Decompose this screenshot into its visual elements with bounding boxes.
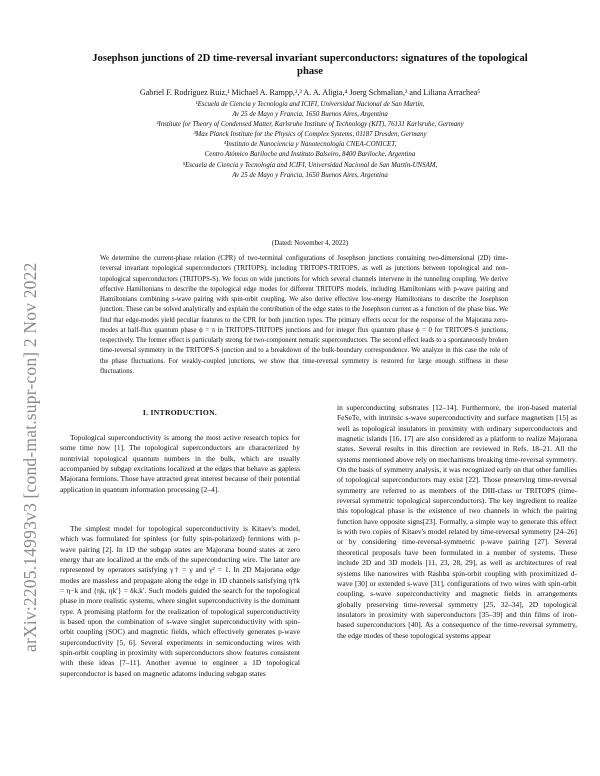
affiliation-line: Centro Atómico Bariloche and Instituto Balseiro, 8400 Bariloche, Argentina: [204, 151, 416, 159]
affiliation-line: ⁵Escuela de Ciencia y Tecnología and ICIFI, Universidad Nacional de San Martín-UNSAM,: [182, 161, 438, 169]
affiliation-line: ²Institute for Theory of Condensed Matter, Karlsruhe Institute of Technology (KIT), 76131 Karlsruhe, Germany: [156, 121, 464, 129]
section-heading-introduction: I. INTRODUCTION.: [142, 408, 218, 417]
affiliation-line: Av 25 de Mayo y Francia, 1650 Buenos Aires, Argentina: [232, 111, 388, 119]
dated-line: (Dated: November 4, 2022): [271, 240, 349, 247]
intro-paragraph-3: in superconducting substrates [12–14]. Furthermore, the iron-based material FeSeTe, with intrinsic s-wave superconductivity and surface magnetism [15] as well as topological insulators in proximity with ordinary superconductors and magnetic islands [16, 17] are also considered as a platform to realize Majorana states. Several results in this direction are reviewed in Refs. 18–21. All the systems mentioned above rely on mechanisms breaking time-reversal symmetry. On the basis of symmetry analysis, it was recognized early on that other families of topological superconductors may exist [22]. Those preserving time-reversal symmetry are referred to as members of the DIII-class or TRITOPS (time-reversal symmetric topological superconductors). The key ingredient to realize this topological phase is the existence of two channels in which the pairing function have opposite signs[23]. Formally, a simple way to generate this effect is with two copies of Kitaev's model related by time-reversal symmetry [24–26] or by considering time-reversal-symmetric p-wave pairing [27]. Several theoretical proposals have been formulated in a number of systems. These include 2D and 3D models [11, 23, 28, 29], as well as architectures of real systems like nanowires with Rashba spin-orbit coupling with proximitized d-wave [30] or extended s-wave [31], configurations of two wires with spin-orbit coupling, s-wave superconductivity and magnetic fields in arrangements globally preserving time-reversal symmetry [25, 32–34], 2D topological insulators in proximity with superconductors [35–39] and thin films of iron-based superconductors [40]. As a consequence of the time-reversal symmetry, the edge modes of these topological systems appear: [337, 403, 578, 640]
intro-paragraph-1: Topological superconductivity is among the most active research topics for some time now [1]. The topological superconductors are characterized by nontrivial topological quantum numbers in the bulk, which are usually accompanied by subgap excitations localized at the edges that behave as gapless Majorana fermions. Those have attracted great interest because of their potential application in quantum information processing [2–4].: [60, 433, 300, 494]
affiliation-line: ³Max Planck Institute for the Physics of Complex Systems, 01187 Dresden, Germany: [193, 131, 427, 139]
arxiv-stamp: [14, 0, 54, 700]
affiliations: [60, 100, 560, 181]
paper-title: Josephson junctions of 2D time-reversal invariant superconductors: signatures of the topological phase: [92, 53, 528, 77]
affiliation-line: Av 25 de Mayo y Francia, 1650 Buenos Aires, Argentina: [232, 171, 388, 179]
author-list: Gabriel F. Rodríguez Ruiz,¹ Michael A. Rampp,²,³ A. A. Aligia,⁴ Joerg Schmalian,² and Liliana Arrachea⁵: [139, 88, 481, 97]
intro-paragraph-2: The simplest model for topological superconductivity is Kitaev's model, which was formulated for spinless (or fully spin-polarized) fermions with p-wave pairing [2]. In 1D the subgap states are Majorana bound states at zero energy that are localized at the ends of the superconducting wire. The latter are represented by operators satisfying γ† = γ and γ² = 1. In 2D Majorana edge modes are massless and propagate along the edge in 1D channels satisfying η†k = η−k and {ηk, ηk′} = δk,k′. Such models guided the search for the topological phase in more realistic systems, where singlet superconductivity is the dominant type. A promising platform for the realization of topological superconductivity is based upon the combination of s-wave singlet superconductivity with spin-orbit coupling (SOC) and magnetic fields, which effectively generates p-wave superconductivity [5, 6]. Several experiments in semiconducting wires with spin-orbit coupling in proximity with superconductors show features consistent with these ideas [7–11]. Another avenue to engineer a 1D topological superconductor is based on magnetic adatoms inducing subgap states: [60, 524, 300, 678]
affiliation-line: ⁴Instituto de Nanociencia y Nanotecnología CNEA-CONICET,: [223, 141, 397, 149]
affiliation-line: ¹Escuela de Ciencia y Tecnología and ICIFI, Universidad Nacional de San Martín,: [195, 101, 425, 108]
abstract: We determine the current-phase relation (CPR) of two-terminal configurations of Josephson junctions containing two-dimensional (2D) time-reversal invariant topological superconductors (TRITOPS), including TRITOPS-TRITOPS, as well as junctions between topological and non-topological superconductors (TRITOPS-S). We focus on wide junctions for which several channels intervene in the tunneling coupling. We derive effective Hamiltonians to describe the topological edge modes for different TRITOPS models, including Hamiltonians with p-wave pairing and Hamiltonians combining s-wave pairing with spin-orbit coupling. We also derive effective low-energy Hamiltonians to describe the Josephson junction. These can be solved analytically and explain the contribution of the edge states to the Josephson current as a function of the phase bias. We find that edge-modes yield peculiar features to the CPR for both junction types. The primary effects occur for the response of the Majorana zero-modes at half-flux quantum phase ϕ = π in TRITOPS-TRITOPS junctions and for integer flux quantum phase ϕ = 0 for TRITOPS-S junctions, respectively. The former effect is particularly strong for two-component nematic superconductors. The second effect leads to a spontaneously broken time-reversal symmetry in the TRITOPS-S junction and to a breakdown of the bulk-boundary correspondence. We analyze in this case the role of the phase fluctuations. For weakly-coupled junctions, we show that time-reversal symmetry is restored for large enough stiffness in these fluctuations.: [100, 255, 508, 375]
arxiv-stamp-text: arXiv:2205.14993v3 [cond-mat.supr-con] 2 Nov 2022: [20, 262, 40, 652]
